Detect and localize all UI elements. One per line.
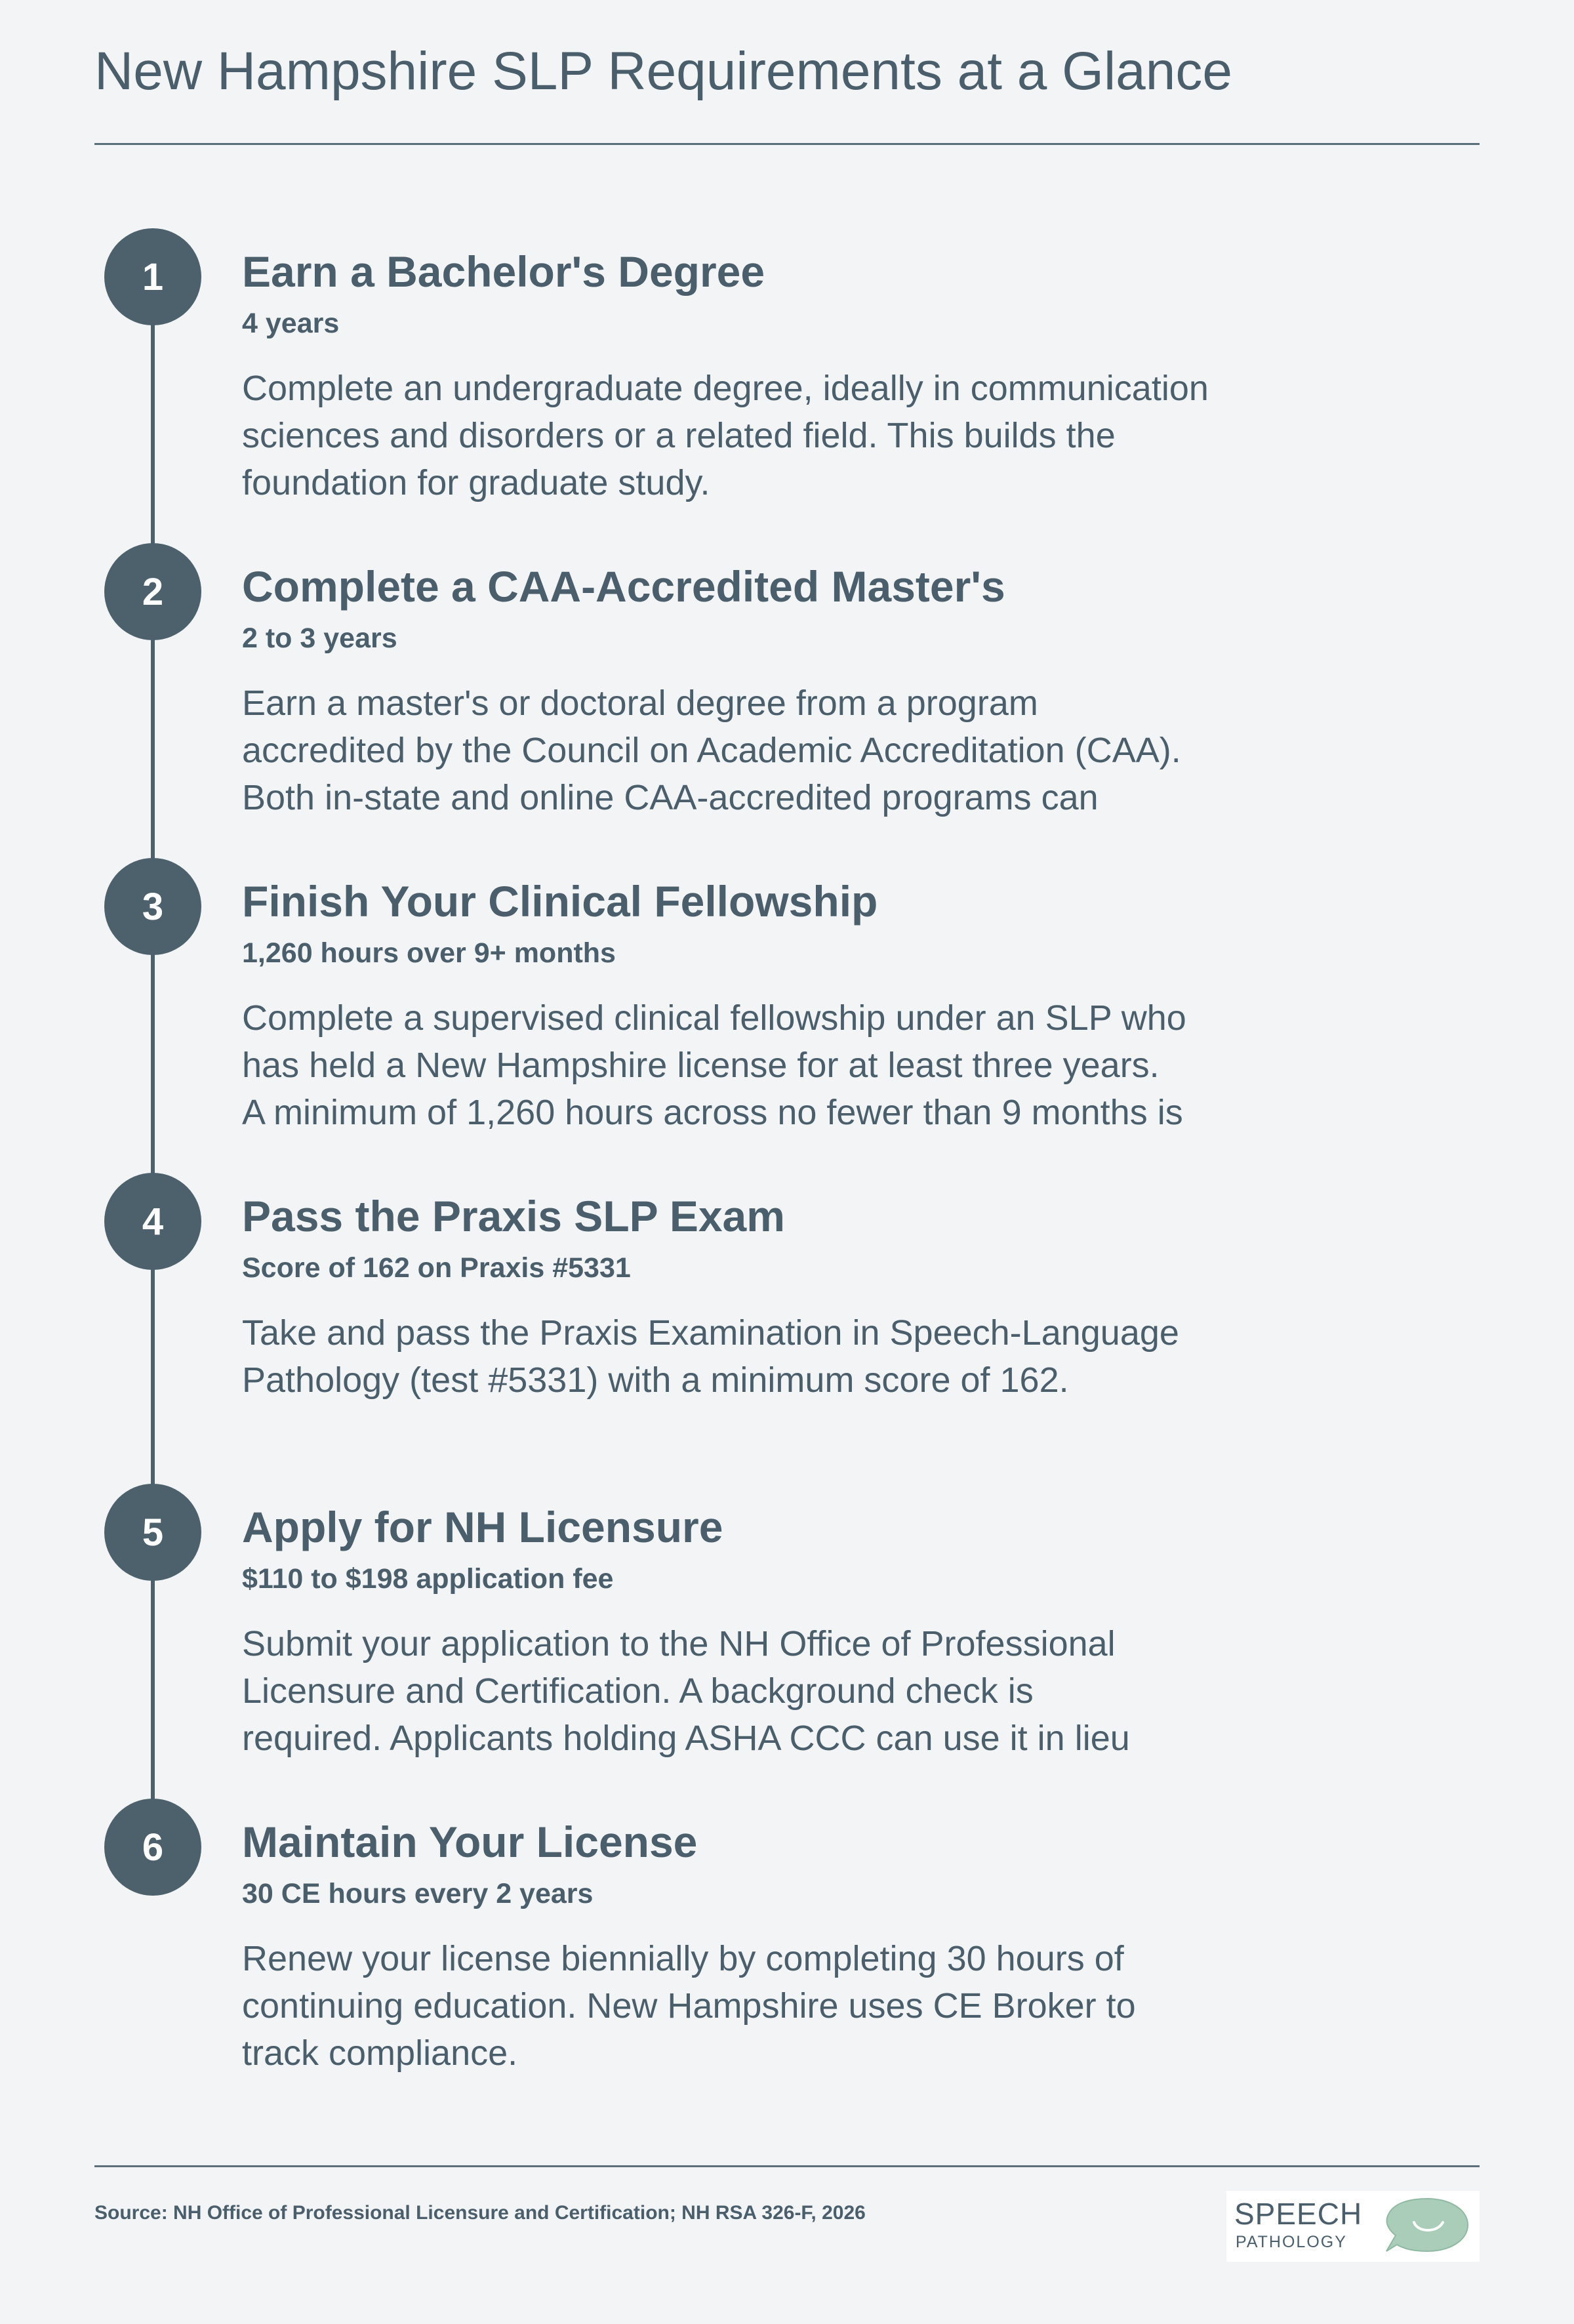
step-duration: 1,260 hours over 9+ months [242,937,616,969]
step-title: Maintain Your License [242,1818,698,1866]
step-number-badge: 6 [104,1799,201,1896]
step-duration: 30 CE hours every 2 years [242,1878,594,1909]
step-2 [0,543,1574,819]
step-duration: Score of 162 on Praxis #5331 [242,1252,631,1284]
step-number-badge: 3 [104,858,201,955]
logo-wordmark: SPEECH [1234,2197,1363,2231]
step-4 [0,1173,1574,1448]
step-title: Pass the Praxis SLP Exam [242,1192,785,1240]
step-description: Take and pass the Praxis Examination in Speech-Language Pathology (test #5331) with a minimum score of 162. [242,1313,1179,1400]
step-description: Renew your license biennially by completing 30 hours of continuing education. New Hampshire uses CE Broker to track compliance. [242,1939,1136,2073]
step-title: Earn a Bachelor's Degree [242,247,765,296]
step-5 [0,1484,1574,1759]
step-number-badge: 5 [104,1484,201,1581]
step-title: Complete a CAA-Accredited Master's [242,562,1005,611]
source-citation: Source: NH Office of Professional Licensure and Certification; NH RSA 326-F, 2026 [94,2202,866,2224]
header-divider [94,143,1480,145]
step-duration: 2 to 3 years [242,622,397,654]
step-number-badge: 2 [104,543,201,640]
speech-pathology-logo[interactable] [1226,2191,1480,2262]
page-title: New Hampshire SLP Requirements at a Glance [94,41,1232,101]
step-number-badge: 4 [104,1173,201,1270]
step-3 [0,858,1574,1133]
step-duration: $110 to $198 application fee [242,1563,614,1595]
step-title: Finish Your Clinical Fellowship [242,877,878,926]
logo-subtitle: PATHOLOGY [1236,2233,1347,2251]
footer-divider [94,2165,1480,2167]
step-description: Complete a supervised clinical fellowship under an SLP who has held a New Hampshire license for at least three years. A minimum of 1,260 hours across no fewer than 9 months is [242,998,1186,1132]
step-title: Apply for NH Licensure [242,1503,723,1551]
step-description: Complete an undergraduate degree, ideally in communication sciences and disorders or a related field. This builds the foundation for graduate study. [242,369,1209,502]
step-1 [0,228,1574,504]
step-description: Earn a master's or doctoral degree from a program accredited by the Council on Academic Accreditation (CAA). Both in-state and online CAA-accredited programs can [242,683,1181,817]
step-6 [0,1799,1574,2074]
step-number-badge: 1 [104,228,201,325]
step-duration: 4 years [242,308,340,339]
step-description: Submit your application to the NH Office of Professional Licensure and Certification. A background check is required. Applicants holding ASHA CCC can use it in lieu [242,1624,1130,1758]
speech-bubble-icon [1381,2196,1472,2256]
